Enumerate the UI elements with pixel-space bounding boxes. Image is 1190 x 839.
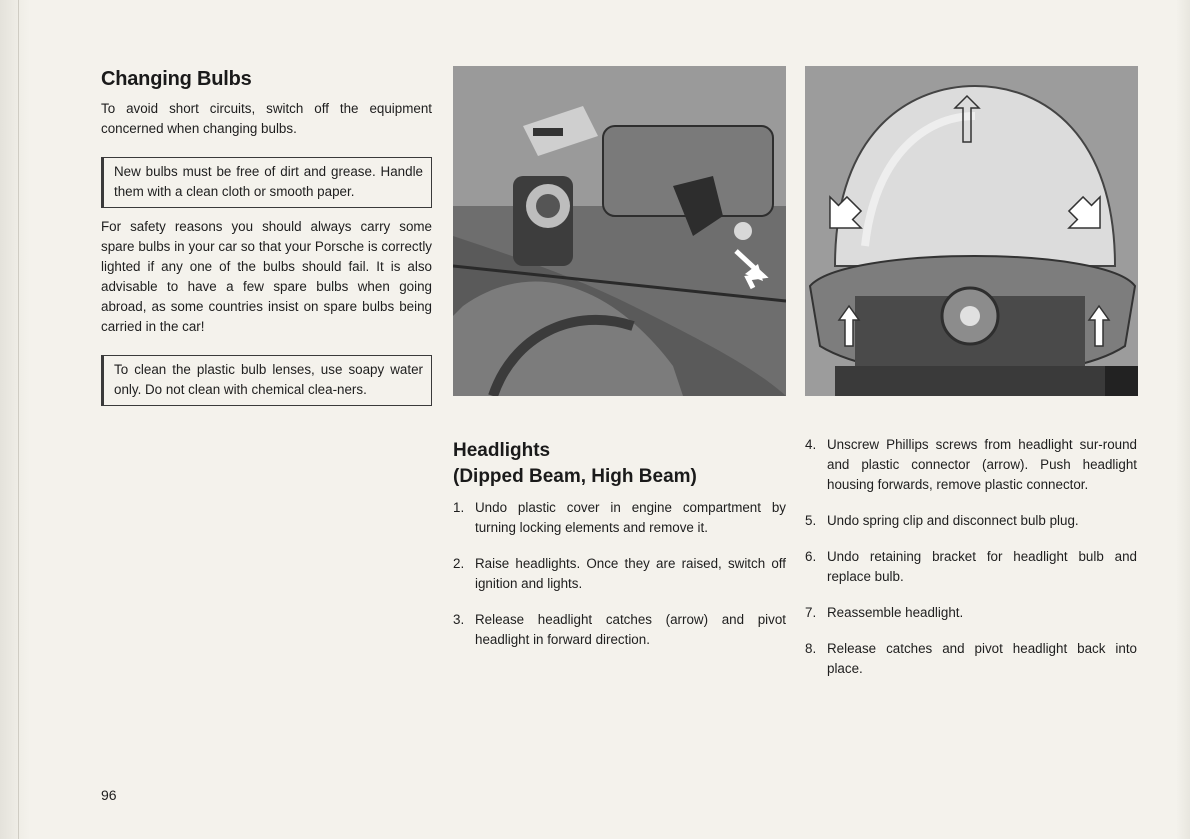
safety-paragraph: For safety reasons you should always carry some spare bulbs in your car so that your Porsche is correctly lighted if any one of the bulbs should fail. It is also advisable to have a few spare bulbs when going abroad, as some countries insist on spare bulbs being carried in the car!: [101, 219, 432, 334]
steps-list-right: [805, 435, 1137, 679]
note-box-clean-bulbs: New bulbs must be free of dirt and grease. Handle them with a clean cloth or smooth paper.: [101, 157, 432, 208]
page-number: 96: [101, 787, 117, 803]
intro-paragraph: To avoid short circuits, switch off the equipment concerned when changing bulbs.: [101, 101, 432, 136]
list-item: [805, 511, 1137, 531]
step-text: Undo retaining bracket for headlight bulb and replace bulb.: [827, 549, 1137, 584]
steps-list-middle: [453, 498, 786, 650]
list-item: [805, 547, 1137, 587]
step-text: Raise headlights. Once they are raised, switch off ignition and lights.: [475, 556, 786, 591]
left-column: [101, 68, 432, 406]
list-item: [805, 435, 1137, 495]
step-text: Reassemble headlight.: [827, 605, 964, 620]
step-text: Unscrew Phillips screws from headlight sur-round and plastic connector (arrow). Push headlight housing forwards, remove plastic connector.: [827, 437, 1137, 492]
step-number: 2.: [453, 556, 465, 571]
page-right-edge: [1176, 0, 1190, 839]
step-text: Release headlight catches (arrow) and pivot headlight in forward direction.: [475, 612, 786, 647]
page-binding-edge: [0, 0, 30, 839]
step-number: 6.: [805, 549, 817, 564]
step-number: 8.: [805, 641, 817, 656]
headlight-housing-photo: [805, 66, 1138, 396]
note-box-clean-lenses: To clean the plastic bulb lenses, use soapy water only. Do not clean with chemical clea-ners.: [101, 355, 432, 406]
list-item: [805, 603, 1137, 623]
list-item: [453, 610, 786, 650]
step-number: 4.: [805, 437, 817, 452]
right-column: [805, 66, 1137, 679]
list-item: [805, 639, 1137, 679]
page-binding-line: [18, 0, 19, 839]
section-title: Changing Bulbs: [101, 68, 252, 90]
headlights-heading-line2: (Dipped Beam, High Beam): [453, 466, 697, 487]
headlights-heading-line1: Headlights: [453, 440, 551, 461]
step-number: 5.: [805, 513, 817, 528]
engine-compartment-photo: [453, 66, 786, 396]
step-text: Undo spring clip and disconnect bulb plug.: [827, 513, 1079, 528]
middle-column: [453, 66, 786, 650]
step-text: Undo plastic cover in engine compartment by turning locking elements and remove it.: [475, 500, 786, 535]
step-number: 7.: [805, 605, 817, 620]
list-item: [453, 554, 786, 594]
step-number: 3.: [453, 612, 465, 627]
step-text: Release catches and pivot headlight back into place.: [827, 641, 1137, 676]
step-number: 1.: [453, 500, 465, 515]
list-item: [453, 498, 786, 538]
